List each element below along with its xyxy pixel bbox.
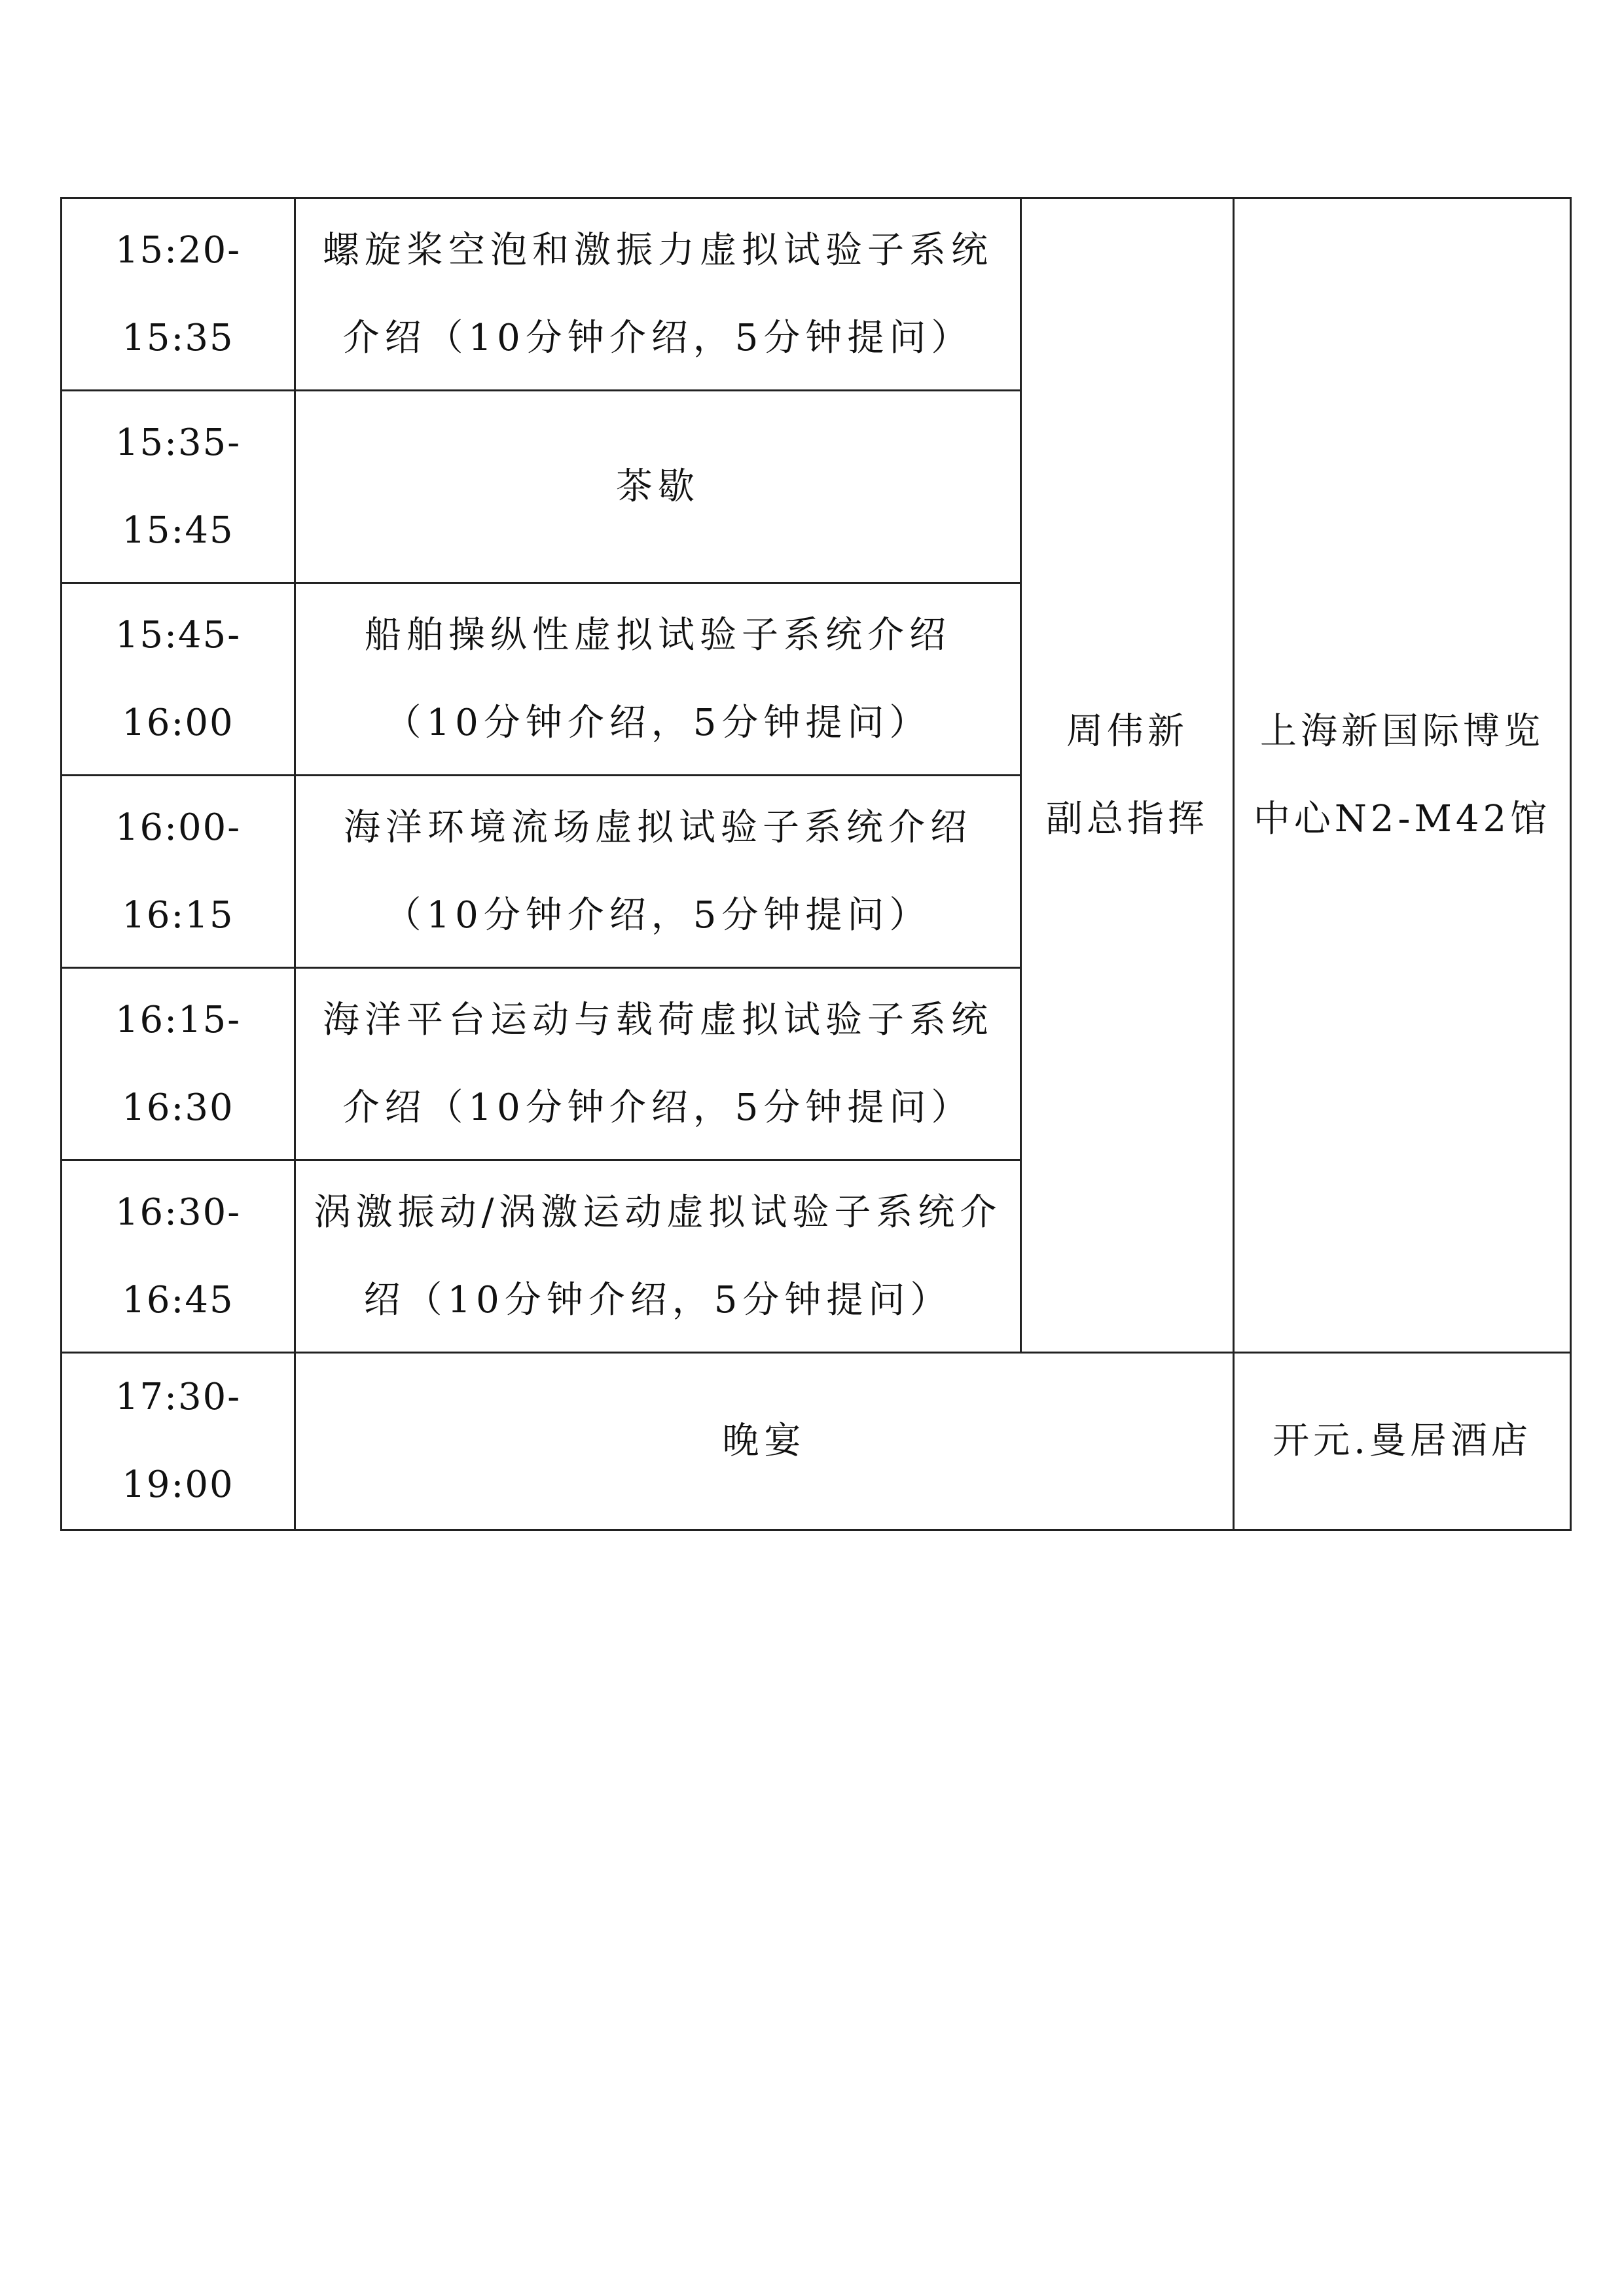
venue-cell [1234,198,1571,1353]
time-cell [62,1160,295,1353]
topic-cell [295,776,1021,968]
time-start: 16:15- [115,998,242,1041]
time-start: 16:30- [115,1191,242,1234]
topic-cell [295,198,1021,391]
topic-cell [295,583,1021,776]
time-cell [62,968,295,1160]
time-start: 16:00- [115,806,242,849]
host-name: 周伟新 [1066,709,1188,753]
time-start: 17:30- [115,1376,242,1418]
topic-cell [295,391,1021,583]
table-row-dinner [62,1353,1571,1530]
venue-line: 开元.曼居酒店 [1272,1420,1532,1462]
time-end: 16:30 [122,1086,234,1129]
topic-line: （10分钟介绍，5分钟提问） [384,701,931,744]
time-end: 19:00 [122,1463,234,1506]
host-cell [1021,198,1234,1353]
venue-line: 上海新国际博览 [1260,709,1544,753]
topic-line: 涡激振动/涡激运动虚拟试验子系统介 [314,1191,1002,1234]
time-start: 15:20- [115,228,242,272]
time-cell [62,776,295,968]
time-cell [62,391,295,583]
time-end: 16:15 [122,893,234,937]
topic-line: 晚宴 [722,1420,806,1462]
topic-cell [295,968,1021,1160]
time-end: 16:00 [122,701,234,744]
dinner-venue-cell [1234,1353,1571,1530]
time-start: 15:45- [115,613,242,656]
schedule-table [60,197,1572,1531]
topic-line: 海洋平台运动与载荷虚拟试验子系统 [323,998,993,1041]
time-end: 15:35 [122,316,234,359]
topic-line: 船舶操纵性虚拟试验子系统介绍 [365,613,951,656]
time-start: 15:35- [115,421,242,464]
topic-line: 介绍（10分钟介绍，5分钟提问） [342,1086,973,1129]
topic-line: 螺旋桨空泡和激振力虚拟试验子系统 [323,228,993,272]
topic-cell [295,1160,1021,1353]
topic-line: 海洋环境流场虚拟试验子系统介绍 [344,806,972,849]
dinner-topic-cell [295,1353,1234,1530]
time-cell [62,583,295,776]
time-end: 15:45 [122,509,234,552]
topic-line: 介绍（10分钟介绍，5分钟提问） [342,316,973,359]
time-end: 16:45 [122,1278,234,1321]
table-row [62,198,1571,391]
host-title: 副总指挥 [1046,797,1208,840]
venue-line: 中心N2-M42馆 [1253,797,1551,840]
topic-line: 绍（10分钟介绍，5分钟提问） [363,1278,952,1321]
topic-line: （10分钟介绍，5分钟提问） [384,893,931,937]
topic-line: 茶歇 [616,465,700,508]
time-cell [62,198,295,391]
time-cell [62,1353,295,1530]
